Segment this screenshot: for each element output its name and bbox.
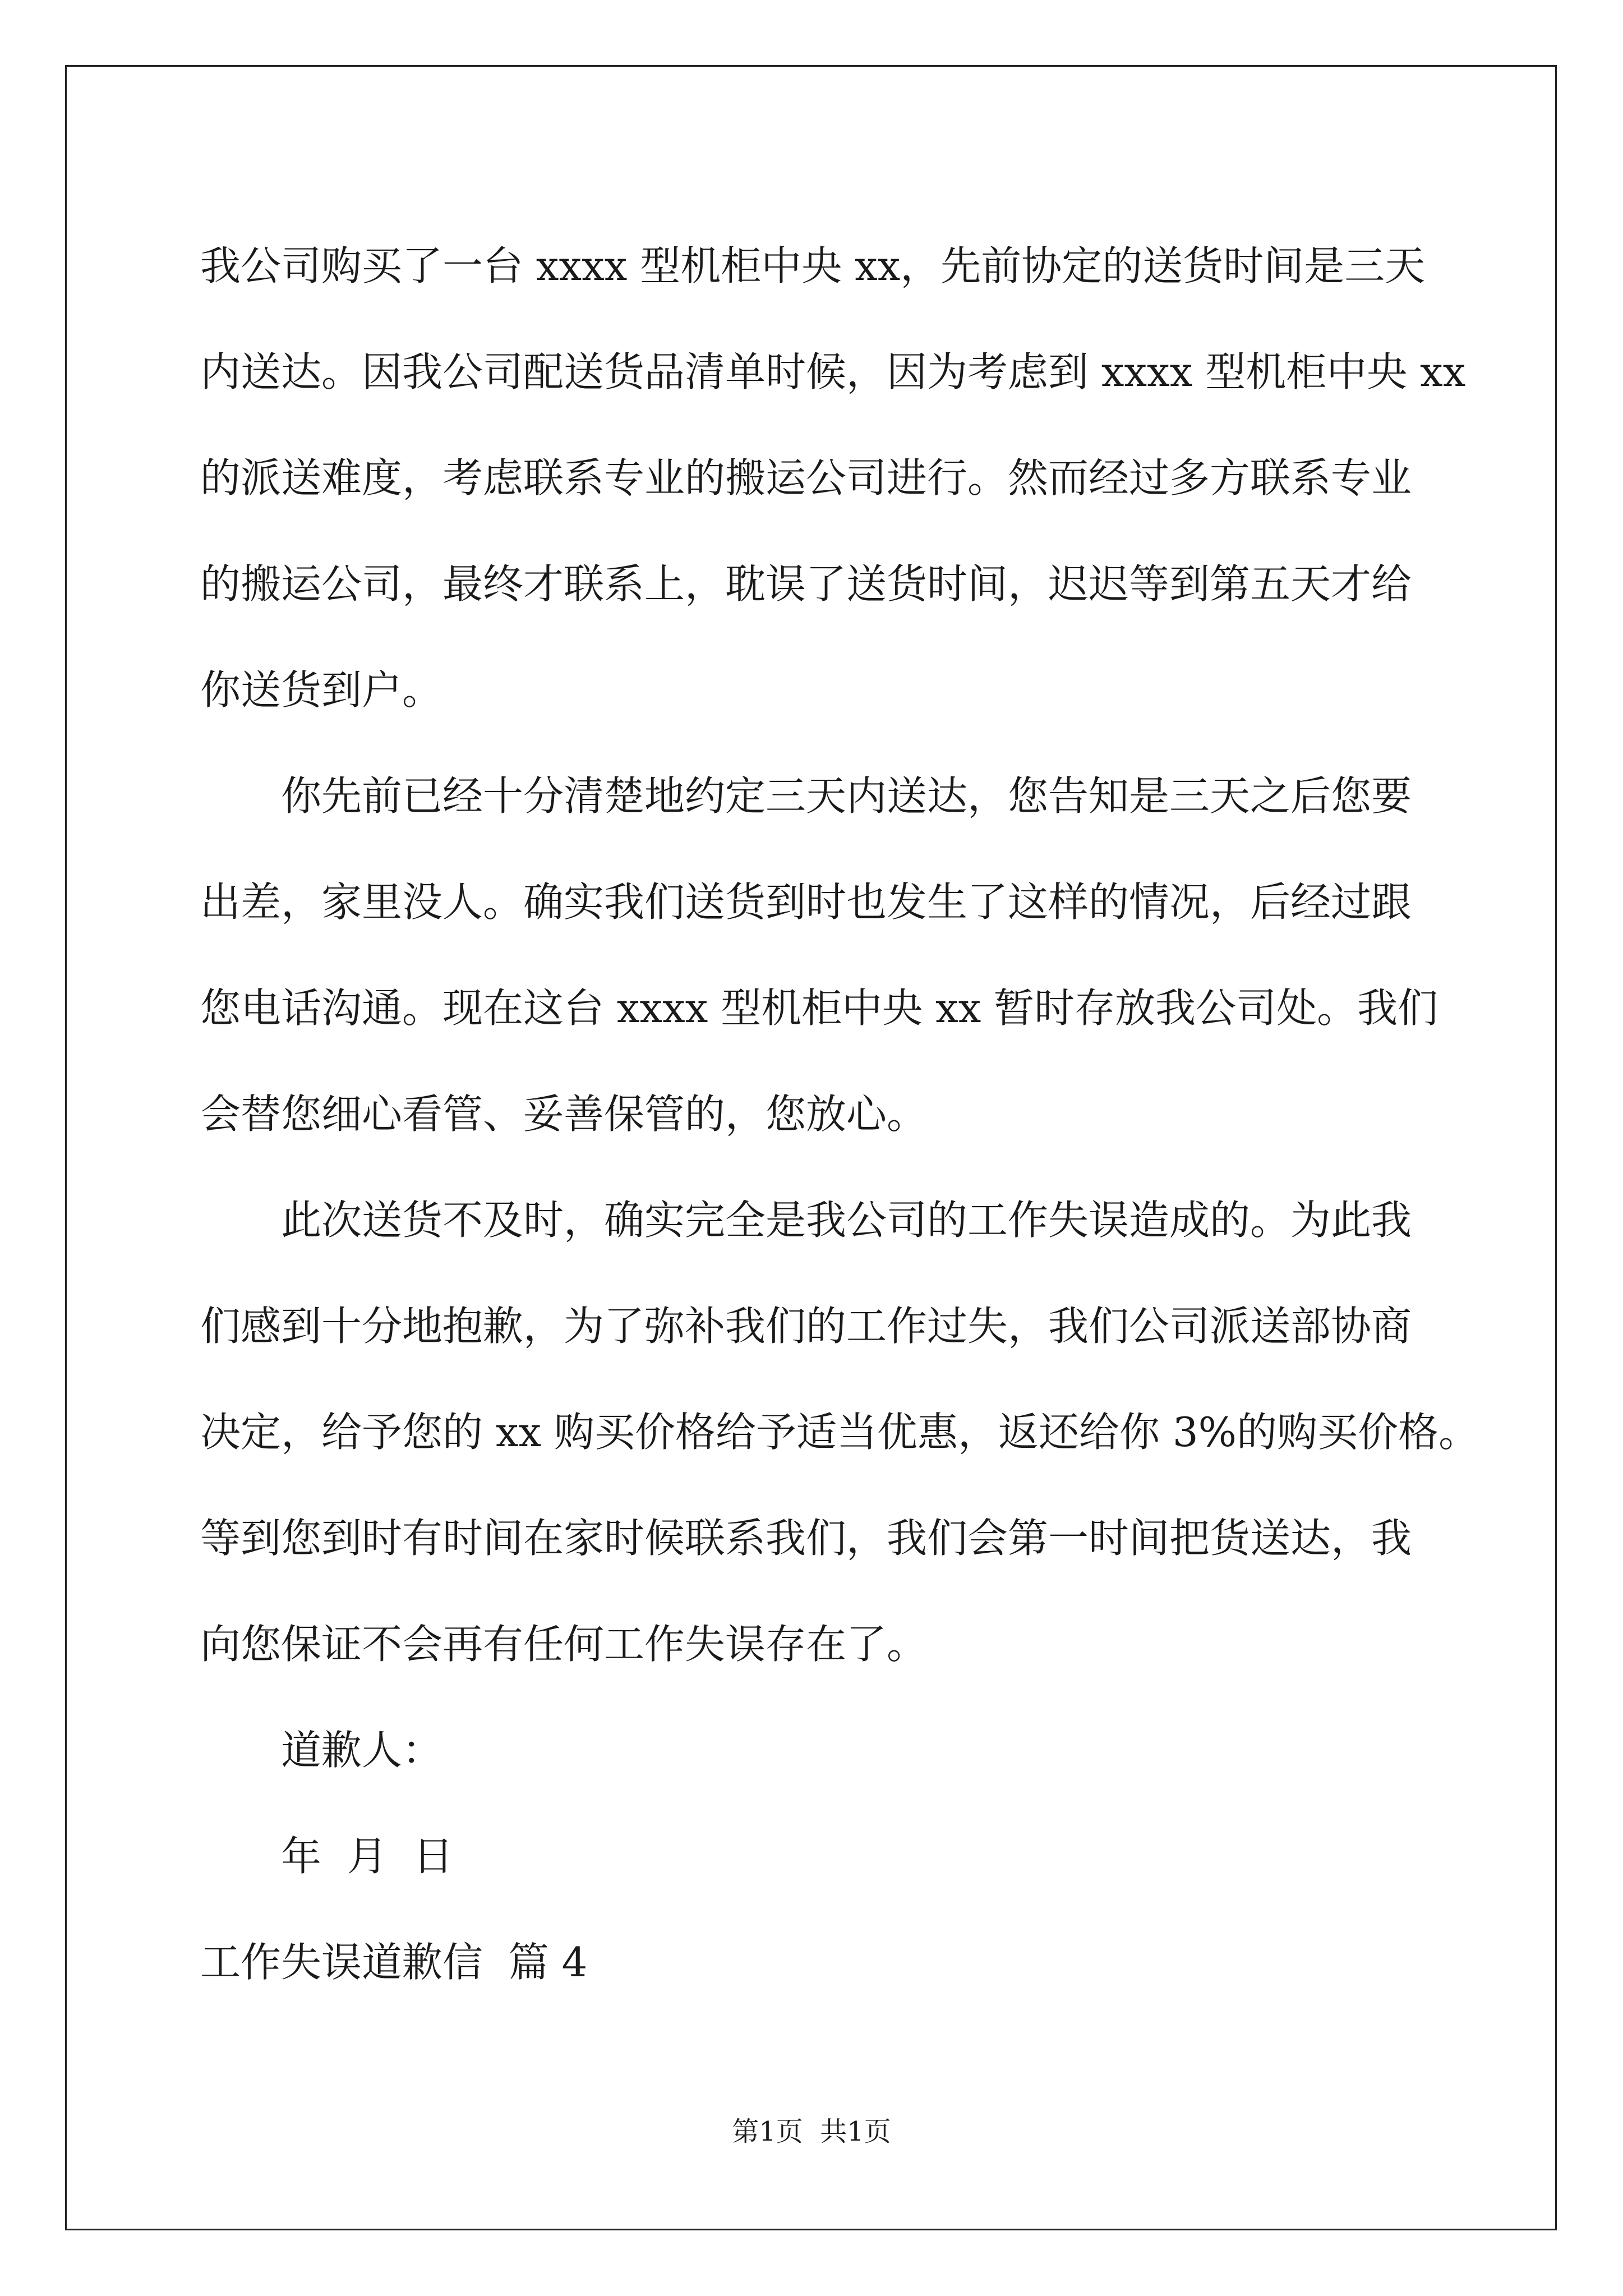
paragraph-1-line-2: 内送达。因我公司配送货品清单时候，因为考虑到 xxxx 型机柜中央 xx [200,348,1466,395]
paragraph-1-line-3: 的派送难度，考虑联系专业的搬运公司进行。然而经过多方联系专业 [200,454,1412,501]
paragraph-3-line-3: 决定，给予您的 xx 购买价格给予适当优惠，返还给你 3%的购买价格。 [200,1409,1479,1456]
paragraph-3-line-5: 向您保证不会再有任何工作失误存在了。 [200,1621,928,1668]
paragraph-3-line-2: 们感到十分地抱歉，为了弥补我们的工作过失，我们公司派送部协商 [200,1303,1412,1350]
paragraph-2-line-4: 会替您细心看管、妥善保管的，您放心。 [200,1091,928,1138]
paragraph-1-line-1: 我公司购买了一台 xxxx 型机柜中央 xx，先前协定的送货时间是三天 [200,242,1426,289]
paragraph-3-line-4: 等到您到时有时间在家时候联系我们，我们会第一时间把货送达，我 [200,1515,1412,1562]
document-body [200,213,1479,2016]
paragraph-2-line-1: 你先前已经十分清楚地约定三天内送达，您告知是三天之后您要 [281,772,1412,820]
page-footer: 第1页 共1页 [732,2116,891,2147]
signature-label: 道歉人： [281,1727,443,1774]
paragraph-2-line-2: 出差，家里没人。确实我们送货到时也发生了这样的情况，后经过跟 [200,878,1412,926]
paragraph-1-line-5: 你送货到户。 [200,666,443,714]
paragraph-3-line-1: 此次送货不及时，确实完全是我公司的工作失误造成的。为此我 [281,1197,1412,1244]
paragraph-2-line-3: 您电话沟通。现在这台 xxxx 型机柜中央 xx 暂时存放我公司处。我们 [200,984,1438,1032]
next-section-heading: 工作失误道歉信 篇 4 [200,1939,588,1986]
date-line: 年 月 日 [281,1833,454,1880]
paragraph-1-line-4: 的搬运公司，最终才联系上，耽误了送货时间，迟迟等到第五天才给 [200,560,1412,608]
